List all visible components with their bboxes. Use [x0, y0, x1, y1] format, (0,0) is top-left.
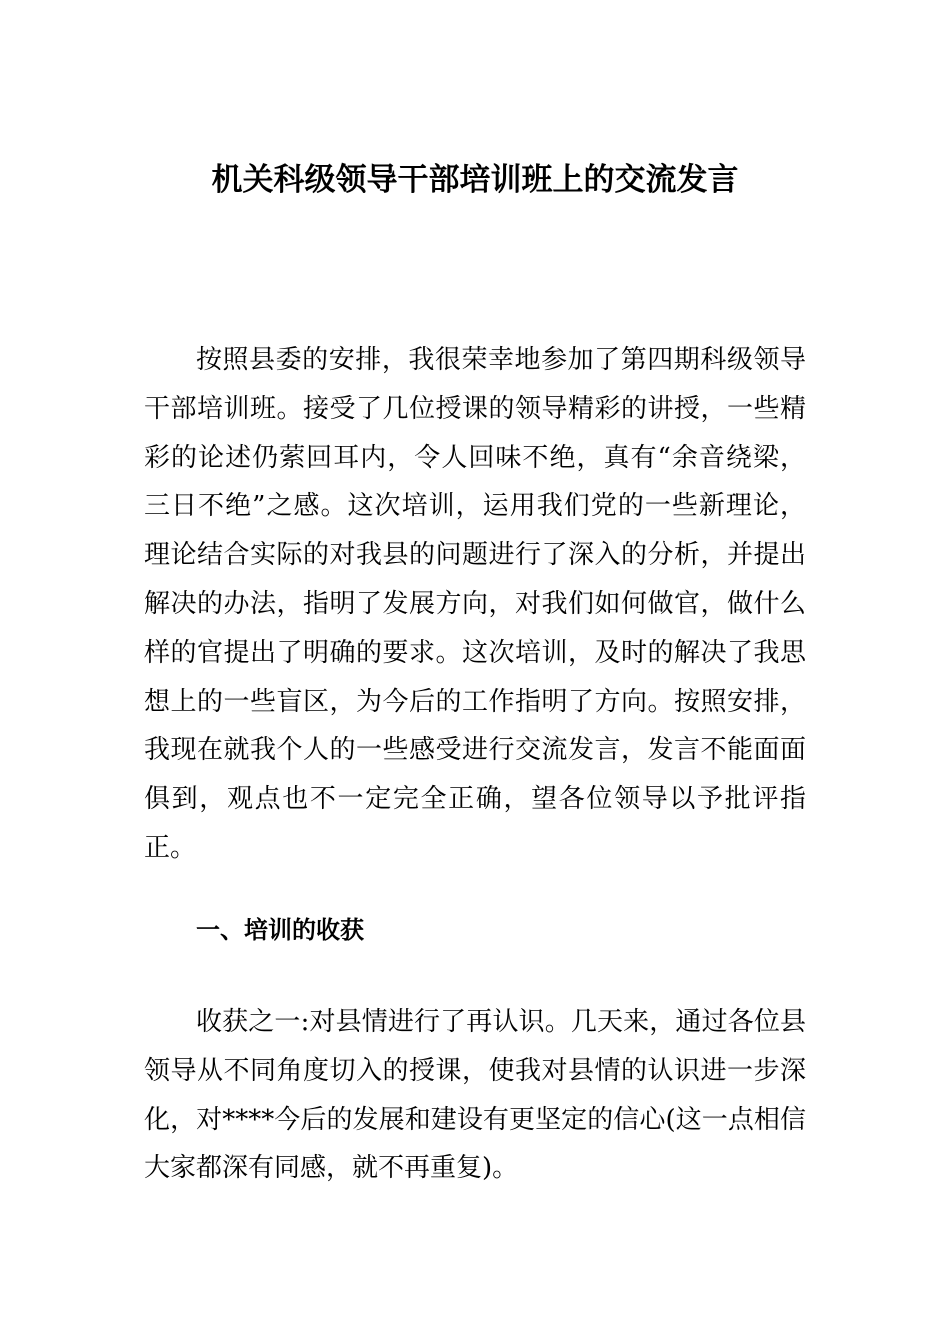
- document-title: 机关科级领导干部培训班上的交流发言: [211, 162, 739, 198]
- section-heading: 一、培训的收获: [196, 916, 364, 944]
- intro-paragraph: 按照县委的安排，我很荣幸地参加了第四期科级领导干部培训班。接受了几位授课的领导精彩的讲授，一些精彩的论述仍萦回耳内，令人回味不绝，真有“余音绕梁，三日不绝”之感。这次培训，运用我们党的一些新理论，理论结合实际的对我县的问题进行了深入的分析，并提出解决的办法，指明了发展方向，对我们如何做官，做什么样的官提出了明确的要求。这次培训，及时的解决了我思想上的一些盲区，为今后的工作指明了方向。按照安排，我现在就我个人的一些感受进行交流发言，发言不能面面俱到，观点也不一定完全正确，望各位领导以予批评指正。: [144, 345, 806, 863]
- body-paragraph: 收获之一:对县情进行了再认识。几天来，通过各位县领导从不同角度切入的授课，使我对县情的认识进一步深化，对****今后的发展和建设有更坚定的信心(这一点相信大家都深有同感，就不再重复)。: [144, 1007, 806, 1184]
